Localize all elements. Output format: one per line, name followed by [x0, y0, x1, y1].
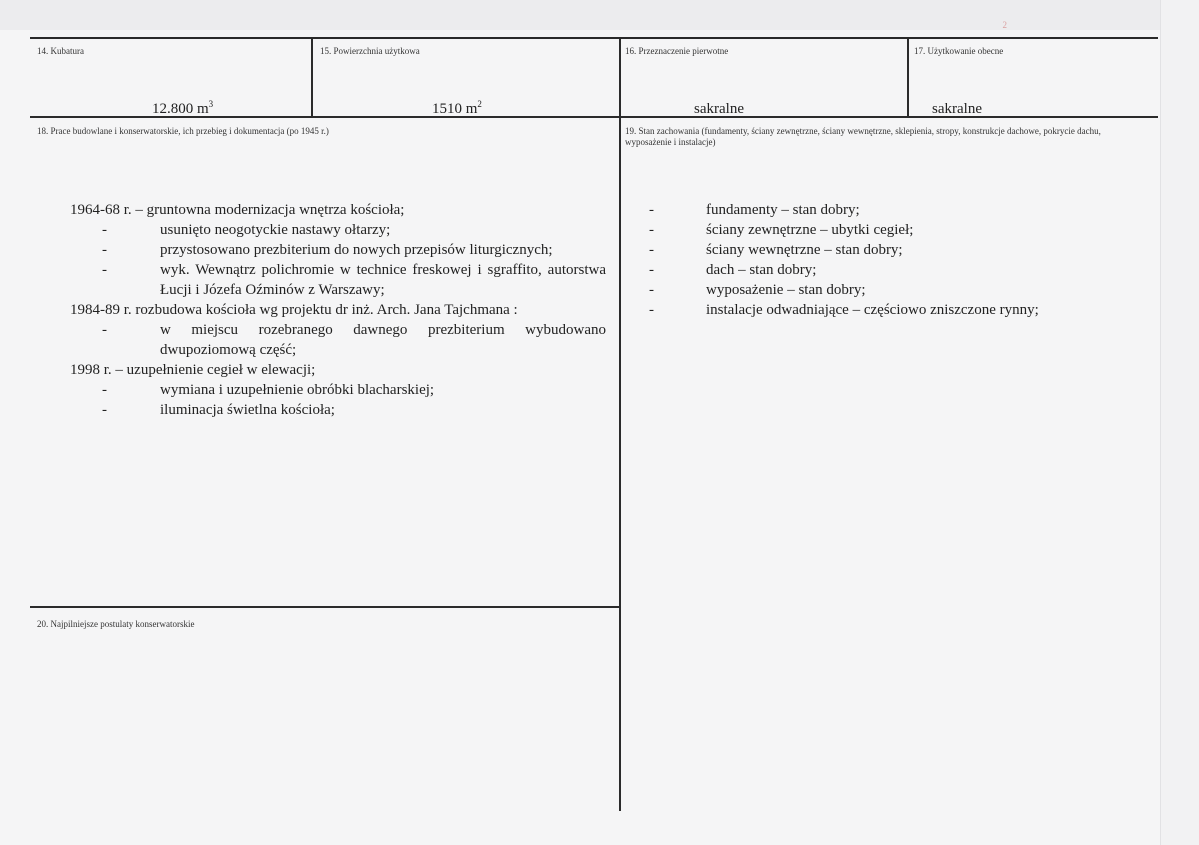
bullet: -	[102, 322, 107, 338]
bullet: -	[649, 242, 654, 258]
field-20-label: 20. Najpilniejsze postulaty konserwatorskie	[37, 619, 195, 629]
bullet: -	[102, 382, 107, 398]
condition-item: fundamenty – stan dobry;	[706, 202, 860, 218]
work-entry-1998: 1998 r. – uzupełnienie cegieł w elewacji;	[70, 362, 316, 378]
field-16-value: sakralne	[694, 101, 744, 117]
condition-item: ściany wewnętrzne – stan dobry;	[706, 242, 903, 258]
condition-item: dach – stan dobry;	[706, 262, 817, 278]
card-edge	[1160, 0, 1199, 845]
work-item-extension-text: w miejscu rozebranego dawnego prezbiterium wybudowano dwupoziomową część;	[160, 322, 606, 358]
bullet: -	[649, 282, 654, 298]
field-16-label: 16. Przeznaczenie pierwotne	[625, 46, 729, 56]
field-15-number: 1510 m	[432, 101, 478, 117]
section18-bottom-rule	[30, 606, 621, 608]
field-18-label: 18. Prace budowlane i konserwatorskie, ich przebieg i dokumentacja (po 1945 r.)	[37, 126, 329, 136]
field-17-label: 17. Użytkowanie obecne	[914, 46, 1004, 56]
work-item: wymiana i uzupełnienie obróbki blacharskiej;	[160, 382, 435, 398]
top-strip	[0, 0, 1199, 30]
condition-item: ściany zewnętrzne – ubytki cegieł;	[706, 222, 914, 238]
field-14-unit-exponent: 3	[208, 99, 214, 109]
work-item: iluminacja świetlna kościoła;	[160, 402, 335, 418]
bullet: -	[649, 222, 654, 238]
field-17-value: sakralne	[932, 101, 982, 117]
bullet: -	[102, 262, 107, 278]
work-item-polychrome	[160, 260, 606, 300]
field-15-value	[432, 99, 482, 118]
divider-16-17	[907, 37, 909, 117]
work-item: usunięto neogotyckie nastawy ołtarzy;	[160, 222, 391, 238]
work-entry-1964: 1964-68 r. – gruntowna modernizacja wnętrza kościoła;	[70, 202, 405, 218]
bullet: -	[649, 262, 654, 278]
bullet: -	[102, 222, 107, 238]
work-item: przystosowano prezbiterium do nowych przepisów liturgicznych;	[160, 242, 553, 258]
center-divider	[619, 37, 621, 811]
field-15-label: 15. Powierzchnia użytkowa	[320, 46, 420, 56]
bullet: -	[649, 302, 654, 318]
work-item-extension	[160, 320, 606, 360]
field-14-number: 12.800 m	[152, 101, 209, 117]
bullet: -	[102, 242, 107, 258]
work-item-polychrome-text: wyk. Wewnątrz polichromie w technice freskowej i sgraffito, autorstwa Łucji i Józefa Oźminów z Warszawy;	[160, 262, 606, 298]
work-entry-1984: 1984-89 r. rozbudowa kościoła wg projektu dr inż. Arch. Jana Tajchmana :	[70, 302, 518, 318]
field-14-value	[152, 99, 213, 118]
page-mark: 2	[1002, 20, 1007, 30]
bullet: -	[102, 402, 107, 418]
condition-item: instalacje odwadniające – częściowo zniszczone rynny;	[706, 302, 1039, 318]
bullet: -	[649, 202, 654, 218]
field-19-label: 19. Stan zachowania (fundamenty, ściany zewnętrzne, ściany wewnętrzne, sklepienia, stropy, konstrukcje dachowe, pokrycie dachu, wyposażenie i instalacje)	[625, 126, 1101, 147]
field-14-label: 14. Kubatura	[37, 46, 84, 56]
condition-item: wyposażenie – stan dobry;	[706, 282, 866, 298]
divider-14-15	[311, 37, 313, 117]
top-rule	[30, 37, 1158, 39]
field-15-unit-exponent: 2	[477, 99, 482, 109]
